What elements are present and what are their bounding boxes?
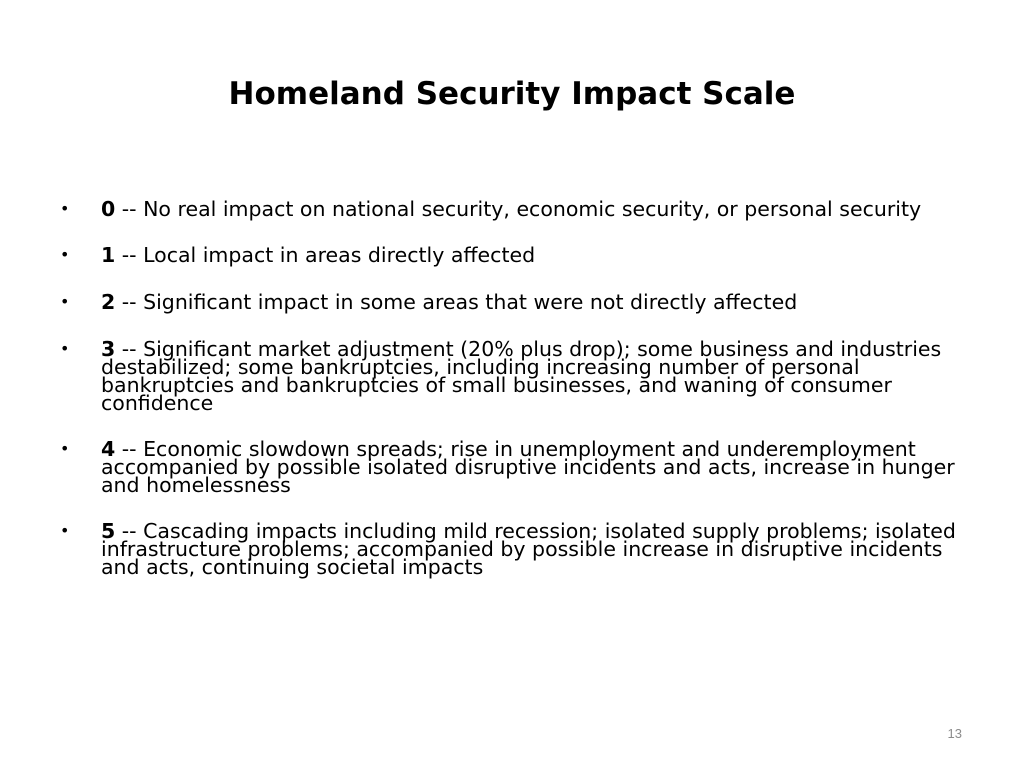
page-number: 13 — [947, 726, 962, 741]
scale-level-number: 0 — [101, 197, 116, 221]
bullet-dot: • — [60, 292, 70, 311]
scale-description: -- Economic slowdown spreads; rise in unemployment and underemployment accompanied by possible isolated disruptive incidents and acts, increase in hunger and homelessness — [101, 437, 955, 497]
scale-item-4 — [60, 437, 960, 497]
scale-item-0 — [60, 197, 960, 221]
scale-item-1 — [60, 243, 960, 267]
scale-level-number: 1 — [101, 243, 116, 267]
scale-item-5 — [60, 519, 960, 579]
bullet-dot: • — [60, 245, 70, 264]
scale-level-number: 5 — [101, 519, 116, 543]
scale-item-2 — [60, 290, 960, 314]
scale-description: -- No real impact on national security, economic security, or personal security — [115, 197, 922, 221]
scale-level-number: 3 — [101, 337, 116, 361]
scale-description: -- Local impact in areas directly affected — [115, 243, 536, 267]
scale-description: -- Cascading impacts including mild recession; isolated supply problems; isolated infrastructure problems; accompanied by possible increase in disruptive incidents and acts, continuing societal impacts — [101, 519, 956, 579]
scale-description: -- Significant market adjustment (20% plus drop); some business and industries destabilized; some bankruptcies, including increasing number of personal bankruptcies and bankruptcies of small businesses, and waning of consumer confidence — [101, 337, 942, 415]
scale-level-number: 4 — [101, 437, 116, 461]
bullet-dot: • — [60, 521, 70, 540]
bullet-dot: • — [60, 199, 70, 218]
bullet-dot: • — [60, 339, 70, 358]
bullet-dot: • — [60, 439, 70, 458]
impact-scale-list — [60, 197, 960, 605]
slide-title: Homeland Security Impact Scale — [228, 76, 796, 112]
scale-item-3 — [60, 337, 960, 415]
scale-description: -- Significant impact in some areas that were not directly affected — [115, 290, 798, 314]
scale-level-number: 2 — [101, 290, 116, 314]
